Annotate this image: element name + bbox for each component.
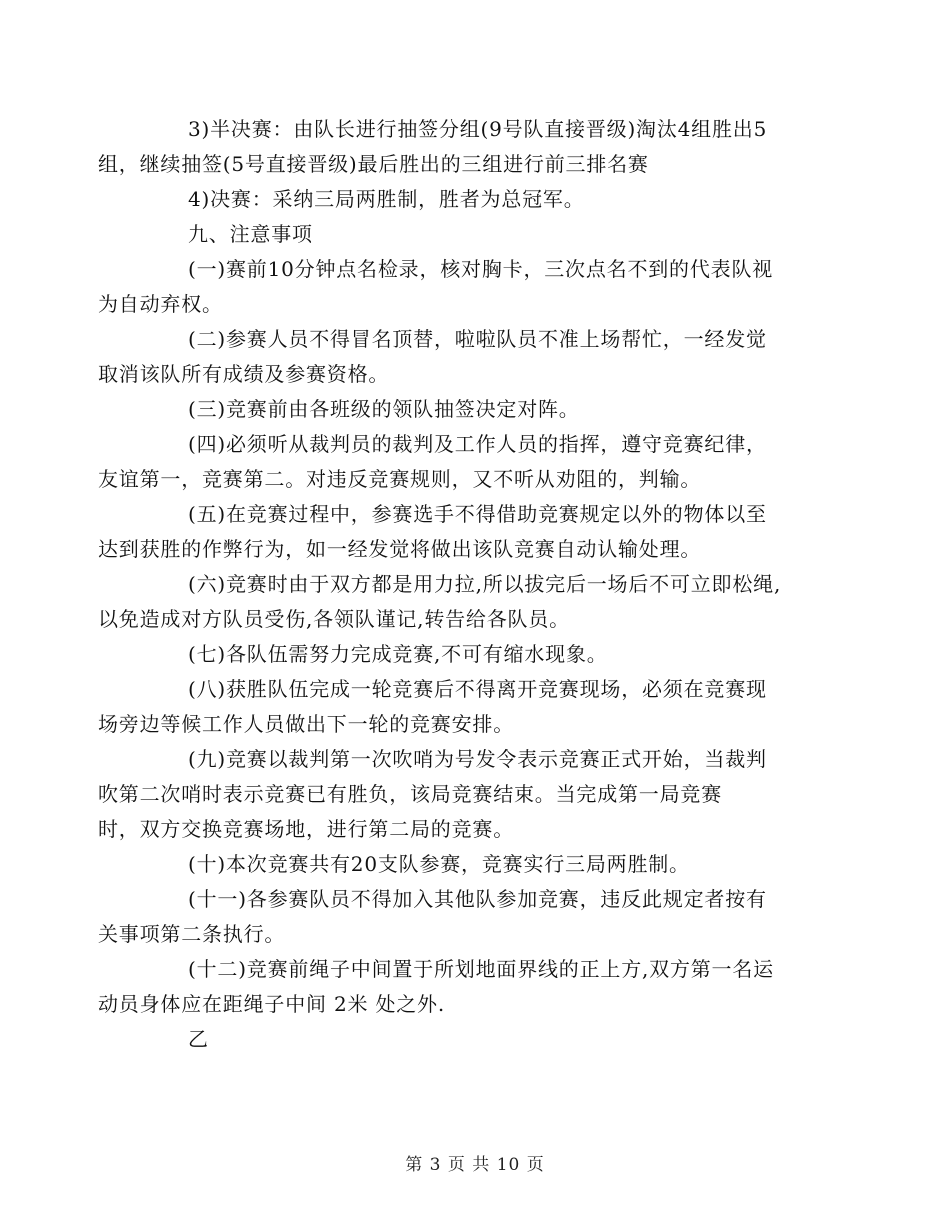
paragraph <box>98 952 803 1022</box>
paragraph <box>98 112 803 182</box>
paragraph-line: 以免造成对方队员受伤,各领队谨记,转告给各队员。 <box>98 607 570 631</box>
paragraph-line: (六)竞赛时由于双方都是用力拉,所以拔完后一场后不可立即松绳, <box>188 572 782 596</box>
paragraph-line: 4)决赛：采纳三局两胜制，胜者为总冠军。 <box>188 187 585 211</box>
paragraph-line: (九)竞赛以裁判第一次吹哨为号发令表示竞赛正式开始，当裁判 <box>188 747 767 771</box>
paragraph-line: (五)在竞赛过程中，参赛选手不得借助竞赛规定以外的物体以至 <box>188 502 767 526</box>
page-footer: 第 3 页 共 10 页 <box>405 1155 545 1175</box>
paragraph-line: 九、注意事项 <box>188 222 313 246</box>
paragraph <box>143 1022 803 1057</box>
paragraph-line: (十二)竞赛前绳子中间置于所划地面界线的正上方,双方第一名运 <box>188 957 774 981</box>
paragraph-line: 友谊第一，竞赛第二。对违反竞赛规则，又不听从劝阻的，判输。 <box>98 467 702 491</box>
paragraph-line: (二)参赛人员不得冒名顶替，啦啦队员不准上场帮忙，一经发觉 <box>188 327 767 351</box>
paragraph <box>143 217 803 252</box>
paragraph-line: 时，双方交换竞赛场地，进行第二局的竞赛。 <box>98 817 514 841</box>
paragraph-line: 场旁边等候工作人员做出下一轮的竞赛安排。 <box>98 712 514 736</box>
paragraph <box>98 427 803 497</box>
paragraph-line: 吹第二次哨时表示竞赛已有胜负，该局竞赛结束。当完成第一局竞赛 <box>98 782 722 806</box>
paragraph <box>98 742 803 847</box>
paragraph-line: 乙 <box>188 1027 209 1051</box>
paragraph <box>143 847 803 882</box>
paragraph-line: (八)获胜队伍完成一轮竞赛后不得离开竞赛现场，必须在竞赛现 <box>188 677 767 701</box>
paragraph <box>143 182 803 217</box>
paragraph-line: (四)必须听从裁判员的裁判及工作人员的指挥，遵守竞赛纪律， <box>188 432 767 456</box>
paragraph-line: 取消该队所有成绩及参赛资格。 <box>98 362 390 386</box>
paragraph-line: 关事项第二条执行。 <box>98 922 286 946</box>
paragraph <box>98 567 803 637</box>
paragraph <box>143 637 803 672</box>
paragraph-line: (一)赛前10分钟点名检录，核对胸卡，三次点名不到的代表队视 <box>188 257 774 281</box>
paragraph <box>98 322 803 392</box>
paragraph-line: 为自动弃权。 <box>98 292 223 316</box>
paragraph-line: (十)本次竞赛共有20支队参赛，竞赛实行三局两胜制。 <box>188 852 690 876</box>
paragraph-line: 组，继续抽签(5号直接晋级)最后胜出的三组进行前三排名赛 <box>98 152 649 176</box>
paragraph <box>98 882 803 952</box>
document-body <box>98 112 803 1057</box>
paragraph <box>98 252 803 322</box>
paragraph-line: 动员身体应在距绳子中间 2米 处之外. <box>98 992 445 1016</box>
paragraph-line: (三)竞赛前由各班级的领队抽签决定对阵。 <box>188 397 580 421</box>
paragraph-line: (七)各队伍需努力完成竞赛,不可有缩水现象。 <box>188 642 608 666</box>
paragraph-line: (十一)各参赛队员不得加入其他队参加竞赛，违反此规定者按有 <box>188 887 767 911</box>
paragraph <box>98 497 803 567</box>
paragraph <box>143 392 803 427</box>
paragraph <box>98 672 803 742</box>
paragraph-line: 3)半决赛：由队长进行抽签分组(9号队直接晋级)淘汰4组胜出5 <box>188 117 768 141</box>
paragraph-line: 达到获胜的作弊行为，如一经发觉将做出该队竞赛自动认输处理。 <box>98 537 702 561</box>
